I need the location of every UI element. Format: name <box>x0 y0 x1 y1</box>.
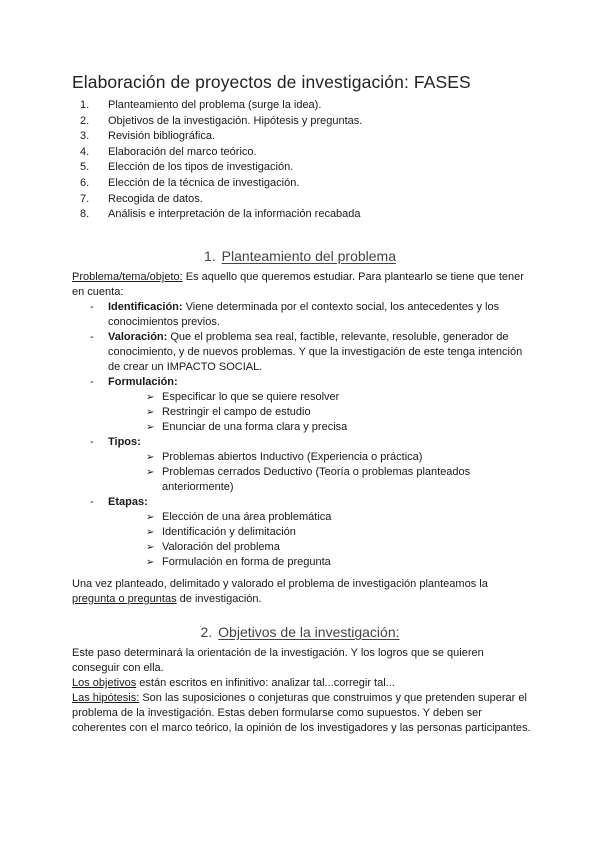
arrow-bullet-icon: ➢ <box>146 392 155 403</box>
page-title: Elaboración de proyectos de investigación: FASES <box>72 72 471 92</box>
formulacion-sublist <box>108 390 530 435</box>
criterion-valoracion: - Valoración: Que el problema sea real, factible, relevante, resoluble, generador de conocimiento, y de nuevos problemas. Y que la investigación de este tenga intención de crear un IMPACTO SOCIAL. <box>90 331 523 373</box>
objetivos-paragraph: Los objetivos están escritos en infinitivo: analizar tal...corregir tal... <box>72 677 395 689</box>
list-item: ➢ Problemas cerrados Deductivo (Teoría o problemas planteados anteriormente) <box>146 466 471 493</box>
tipos-sublist <box>108 450 530 495</box>
list-item: 6. Elección de la técnica de investigación. <box>80 176 300 189</box>
hipotesis-paragraph: Las hipótesis: Son las suposiciones o conjeturas que construimos y que pretenden superar el problema de la investigación. Estas deben formularse como supuestos. Y deben ser coherentes con el marco teórico, la opinión de los investigadores y las personas participantes. <box>72 692 531 734</box>
section-2-paragraph: Este paso determinará la orientación de la investigación. Y los logros que se quieren conseguir con ella. <box>72 647 484 674</box>
phases-list <box>80 98 362 223</box>
list-item: 1. Planteamiento del problema (surge la idea). <box>80 99 322 111</box>
etapas-sublist <box>108 510 530 570</box>
arrow-bullet-icon: ➢ <box>146 542 155 553</box>
criterion-identificacion: - Identificación: Viene determinada por el contexto social, los antecedentes y los conocimientos previos. <box>90 301 500 328</box>
section-1-intro: Problema/tema/objeto: Es aquello que queremos estudiar. Para plantearlo se tiene que tener en cuenta: <box>72 271 524 298</box>
list-item: ➢ Enunciar de una forma clara y precisa <box>146 421 348 433</box>
arrow-bullet-icon: ➢ <box>146 557 155 568</box>
list-item: ➢ Formulación en forma de pregunta <box>146 556 331 568</box>
list-item: 7. Recogida de datos. <box>80 192 203 205</box>
section-1-closing: Una vez planteado, delimitado y valorado el problema de investigación planteamos la pregunta o preguntas de investigación. <box>72 578 488 605</box>
list-item: ➢ Restringir el campo de estudio <box>146 406 311 418</box>
list-item: 2. Objetivos de la investigación. Hipótesis y preguntas. <box>80 114 363 127</box>
arrow-bullet-icon: ➢ <box>146 452 155 463</box>
section-2-heading: 2. Objetivos de la investigación: <box>200 624 400 640</box>
arrow-bullet-icon: ➢ <box>146 422 155 433</box>
arrow-bullet-icon: ➢ <box>146 467 155 478</box>
arrow-bullet-icon: ➢ <box>146 527 155 538</box>
list-item: 4. Elaboración del marco teórico. <box>80 145 257 158</box>
criteria-list <box>90 300 530 570</box>
list-item: 8. Análisis e interpretación de la información recabada <box>80 208 361 221</box>
list-item: ➢ Problemas abiertos Inductivo (Experiencia o práctica) <box>146 451 423 463</box>
list-item: ➢ Especificar lo que se quiere resolver <box>146 391 340 403</box>
list-item: 5. Elección de los tipos de investigación. <box>80 161 294 174</box>
criterion-etapas: - Etapas: ➢ Elección de una área problemática ➢ Identificación y delimitación ➢ Valoración del problema ➢ Formulación en forma de pregunta <box>90 495 530 570</box>
list-item: ➢ Elección de una área problemática <box>146 511 332 523</box>
section-1-heading: 1. Planteamiento del problema <box>203 248 397 264</box>
criterion-tipos: - Tipos: ➢ Problemas abiertos Inductivo (Experiencia o práctica) ➢ Problemas cerrados Deductivo (Teoría o problemas planteados anteriormente) <box>90 435 530 495</box>
arrow-bullet-icon: ➢ <box>146 407 155 418</box>
criterion-formulacion: - Formulación: ➢ Especificar lo que se quiere resolver ➢ Restringir el campo de estudio ➢ Enunciar de una forma clara y precisa <box>90 375 530 435</box>
arrow-bullet-icon: ➢ <box>146 512 155 523</box>
list-item: ➢ Identificación y delimitación <box>146 526 296 538</box>
list-item: ➢ Valoración del problema <box>146 541 280 553</box>
list-item: 3. Revisión bibliográfica. <box>80 130 215 143</box>
